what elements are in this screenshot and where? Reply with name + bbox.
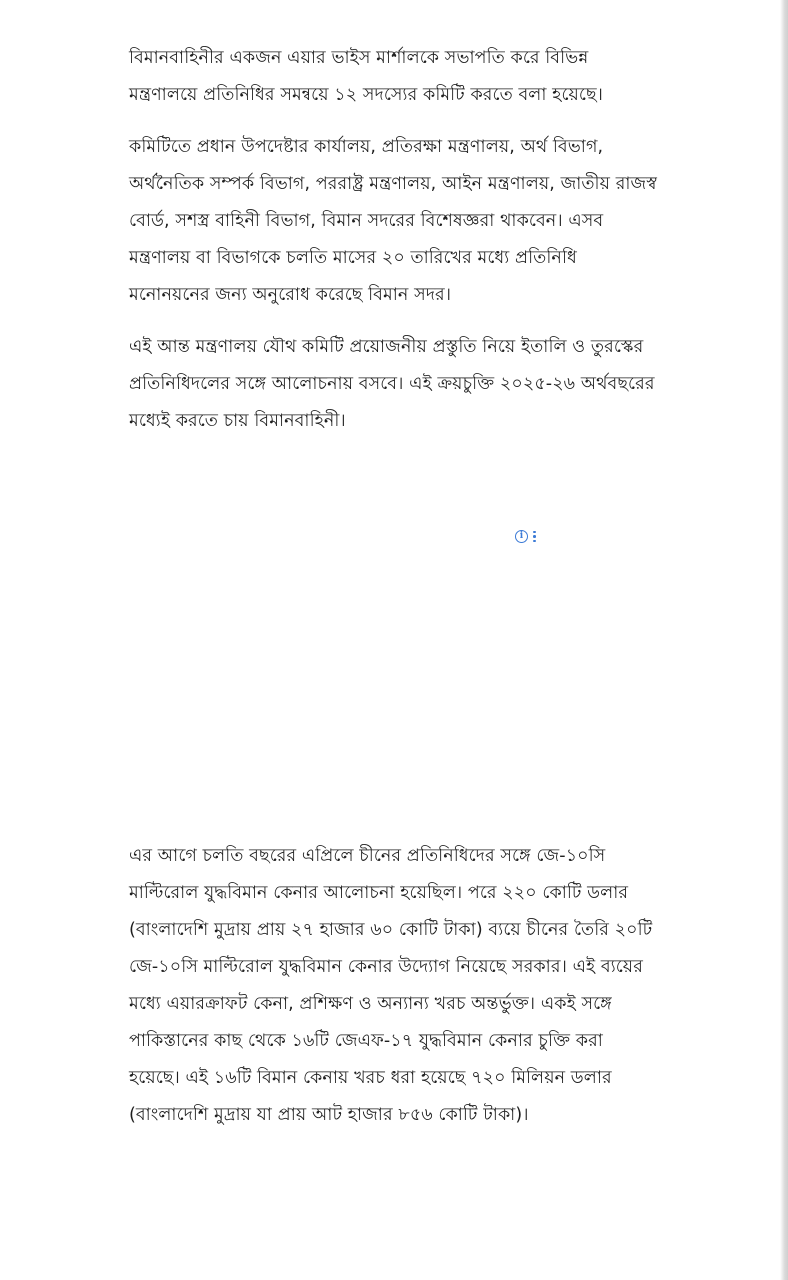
article-paragraph-4: এর আগে চলতি বছরের এপ্রিলে চীনের প্রতিনিধিদের সঙ্গে জে-১০সি মাল্টিরোল যুদ্ধবিমান কেনার আলোচনা হয়েছিল। পরে ২২০ কোটি ডলার (বাংলাদেশি মুদ্রায় প্রায় ২৭ হাজার ৬০ কোটি টাকা) ব্যয়ে চীনের তৈরি ২০টি জে-১০সি মাল্টিরোল যুদ্ধবিমান কেনার উদ্যোগ নিয়েছে সরকার। এই ব্যয়ের মধ্যে এয়ারক্রাফট কেনা, প্রশিক্ষণ ও অন্যান্য খরচ অন্তর্ভুক্ত। একই সঙ্গে পাকিস্তানের কাছ থেকে ১৬টি জেএফ-১৭ যুদ্ধবিমান কেনার চুক্তি করা হয়েছে। এই ১৬টি বিমান কেনায় খরচ ধরা হয়েছে ৭২০ মিলিয়ন ডলার (বাংলাদেশি মুদ্রায় যা প্রায় আট হাজার ৮৫৬ কোটি টাকা)। — [129, 846, 653, 1125]
page-edge-shadow — [780, 0, 788, 1280]
more-vertical-icon[interactable] — [531, 531, 538, 543]
ad-slot[interactable] — [129, 515, 659, 825]
article-paragraph-3: এই আন্ত মন্ত্রণালয় যৌথ কমিটি প্রয়োজনীয় প্রস্তুতি নিয়ে ইতালি ও তুরস্কের প্রতিনিধিদলের সঙ্গে আলোচনায় বসবে। এই ক্রয়চুক্তি ২০২৫-২৬ অর্থবছরের মধ্যেই করতে চায় বিমানবাহিনী। — [129, 337, 655, 431]
article-paragraph-2: কমিটিতে প্রধান উপদেষ্টার কার্যালয়, প্রতিরক্ষা মন্ত্রণালয়, অর্থ বিভাগ, অর্থনৈতিক সম্পর্ক বিভাগ, পররাষ্ট্র মন্ত্রণালয়, আইন মন্ত্রণালয়, জাতীয় রাজস্ব বোর্ড, সশস্ত্র বাহিনী বিভাগ, বিমান সদরের বিশেষজ্ঞরা থাকবেন। এসব মন্ত্রণালয় বা বিভাগকে চলতি মাসের ২০ তারিখের মধ্যে প্রতিনিধি মনোনয়নের জন্য অনুরোধ করেছে বিমান সদর। — [129, 137, 658, 305]
ad-choices[interactable] — [515, 530, 538, 543]
article-body-continued — [129, 838, 659, 1149]
article-paragraph-1: বিমানবাহিনীর একজন এয়ার ভাইস মার্শালকে সভাপতি করে বিভিন্ন মন্ত্রণালয়ে প্রতিনিধির সমন্বয়ে ১২ সদস্যের কমিটি করতে বলা হয়েছে। — [129, 48, 604, 105]
article-body — [129, 40, 659, 455]
info-icon[interactable]: i — [515, 530, 528, 543]
